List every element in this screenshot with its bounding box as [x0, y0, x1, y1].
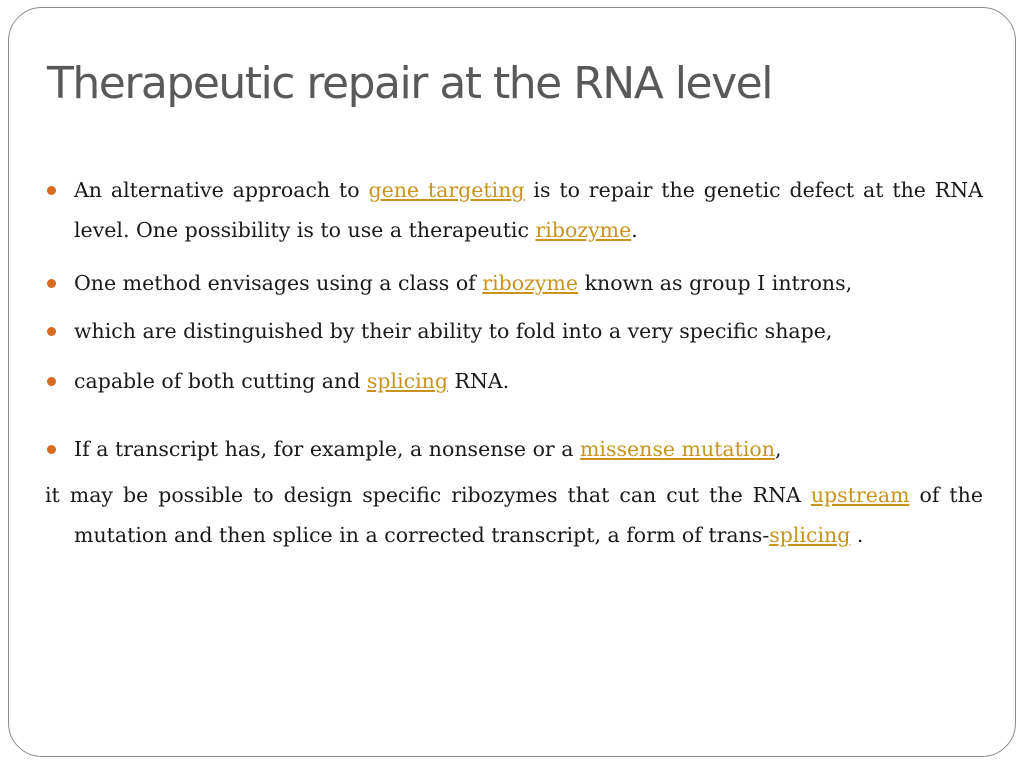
bullet-icon — [47, 327, 56, 336]
bullet-item-gene-targeting — [45, 170, 983, 250]
link-ribozyme[interactable]: ribozyme — [482, 271, 579, 295]
link-upstream[interactable]: upstream — [810, 483, 910, 507]
bullet-icon — [47, 279, 56, 288]
link-ribozyme[interactable]: ribozyme — [535, 218, 632, 242]
bullet-text: . — [631, 218, 638, 242]
bullet-item-missense-mutation — [45, 429, 983, 469]
bullet-icon — [47, 377, 56, 386]
bullet-text: which are distinguished by their ability to fold into a very specific shape, — [74, 319, 833, 343]
bullet-text: An alternative approach to — [74, 178, 369, 202]
bullet-item-fold-shape — [45, 311, 983, 351]
bullet-text: , — [774, 437, 782, 461]
bullet-text: One method envisages using a class of — [74, 271, 483, 295]
bullet-item-group-i-introns — [45, 263, 983, 303]
paragraph-text: . — [850, 523, 864, 547]
bullet-icon — [47, 186, 56, 195]
link-splicing[interactable]: splicing — [769, 523, 851, 547]
bullet-text: is to repair the genetic defect at the RNA level. One possibility is to use a therapeutic — [74, 178, 983, 242]
link-splicing[interactable]: splicing — [366, 369, 448, 393]
paragraph-text: of the mutation and then splice in a corrected transcript, a form of trans- — [74, 483, 983, 547]
slide — [8, 7, 1016, 757]
continuation-paragraph — [45, 475, 983, 555]
link-gene-targeting[interactable]: gene targeting — [368, 178, 525, 202]
slide-body — [45, 170, 983, 555]
bullet-icon — [47, 445, 56, 454]
paragraph-text: it may be possible to design specific ribozymes that can cut the RNA — [45, 483, 811, 507]
bullet-text: If a transcript has, for example, a nonsense or a — [74, 437, 580, 461]
bullet-text: capable of both cutting and — [74, 369, 367, 393]
bullet-text: RNA. — [448, 369, 510, 393]
bullet-text: known as group I introns, — [578, 271, 853, 295]
bullet-item-cutting-splicing — [45, 361, 983, 401]
slide-title: Therapeutic repair at the RNA level — [47, 58, 772, 109]
link-missense-mutation[interactable]: missense mutation — [579, 437, 775, 461]
